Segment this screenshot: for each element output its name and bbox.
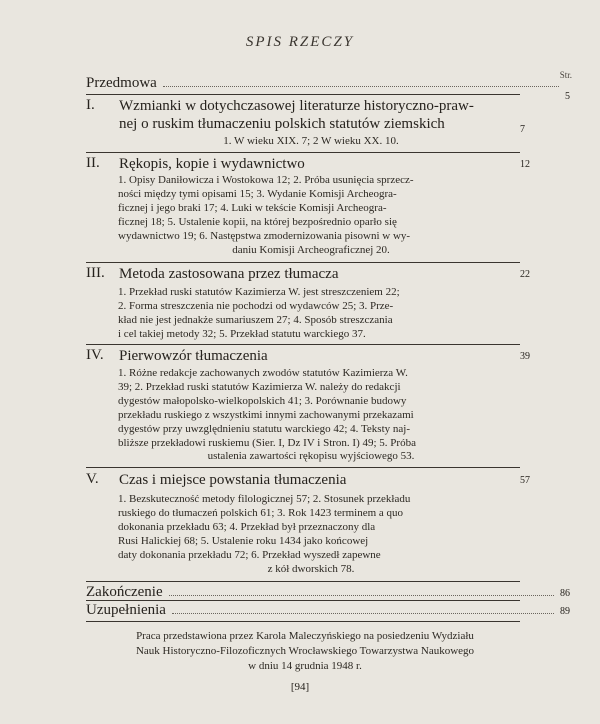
contents-line: dokonania przekładu 63; 4. Przekład był przeznaczony dla [118,520,376,533]
divider [86,467,520,468]
divider [86,581,520,582]
contents-line: dygestów przy uwzględnieniu statutu warckiego 42; 4. Teksty naj- [118,422,410,435]
section-number: II. [86,155,100,171]
dot-leader [169,595,554,596]
divider [86,344,520,345]
footer-line: Praca przedstawiona przez Karola Maleczyńskiego na posiedzeniu Wydziału [136,630,474,642]
contents-line: bliższe przekładowi ruskiemu (Sier. I, Dz IV i Stron. I) 49; 5. Próba [118,436,416,449]
divider [86,94,520,95]
contents-line: 1. Opisy Daniłowicza i Wostokowa 12; 2. Próba usunięcia sprzecz- [118,174,414,186]
contents-line: i cel takiej metody 32; 5. Przekład statutu warckiego 37. [118,327,366,340]
section-page: 22 [520,269,530,280]
contents-line: ustalenia zawartości rękopisu wyjściowego 53. [207,450,415,463]
toc-entry-conclusion [86,584,570,601]
dot-leader [172,613,554,614]
dot-leader [163,86,559,87]
section-heading: Rękopis, kopie i wydawnictwo [119,156,305,172]
section-number: IV. [86,347,104,363]
entry-label: Przedmowa [86,75,157,91]
section-page: 7 [520,124,525,135]
section-heading: Pierwowzór tłumaczenia [119,348,268,364]
section-page: 57 [520,475,530,486]
section-heading: Czas i miejsce powstania tłumaczenia [119,472,347,488]
page-title: SPIS RZECZY [245,34,355,50]
contents-line: ności między tymi opisami 15; 3. Wydanie Komisji Archeogra- [118,187,397,200]
section-2-contents [118,174,504,257]
section-page: 12 [520,159,530,170]
contents-line: 1. Różne redakcje zachowanych zwodów statutów Kazimierza W. [118,367,408,379]
contents-line: dygestów małopolsko-wielkopolskich 41; 3. Porównanie budowy [118,394,407,407]
divider [86,152,520,153]
contents-line: ficznej i jego braki 17; 4. Luki w tekście Komisji Archeogra- [118,201,387,214]
page-column-label: Str. [559,70,572,80]
section-heading [119,97,474,133]
contents-line: 1. Bezskuteczność metody filologicznej 57; 2. Stosunek przekładu [118,493,411,505]
divider [86,621,520,622]
contents-line: ruskiego do tłumaczeń polskich 61; 3. Rok 1423 terminem a quo [118,506,404,519]
contents-line: Rusi Halickiej 68; 5. Ustalenie roku 1434 jako końcowej [118,534,369,547]
contents-line: z kół dworskich 78. [267,562,355,575]
entry-label: Uzupełnienia [86,602,166,618]
entry-page: 5 [565,91,570,102]
contents-line: daniu Komisji Archeograficznej 20. [232,243,390,256]
footer-note [70,629,540,674]
heading-line: nej o ruskim tłumaczeniu polskich statutów ziemskich [119,116,445,132]
toc-entry-supplements [86,602,570,619]
contents-line: ficznej 18; 5. Ustalenie kopii, na której bezpośrednio oparło się [118,215,397,228]
entry-page: 86 [560,588,570,599]
section-1-contents [118,135,504,149]
contents-line: 2. Forma streszczenia nie pochodzi od wydawców 25; 3. Prze- [118,299,394,312]
section-number: V. [86,471,99,487]
contents-line: 1. Przekład ruski statutów Kazimierza W. jest streszczeniem 22; [118,286,400,298]
entry-label: Zakończenie [86,584,163,600]
divider [86,262,520,263]
footer-line: w dniu 14 grudnia 1948 r. [248,660,362,672]
contents-line: 1. W wieku XIX. 7; 2 W wieku XX. 10. [223,135,399,147]
contents-line: kład nie jest jednakże sumariuszem 27; 4. Sposób streszczania [118,313,393,326]
section-5-contents [118,493,504,576]
divider [86,600,520,601]
contents-line: 39; 2. Przekład ruski statutów Kazimierza W. należy do redakcji [118,380,401,393]
section-page: 39 [520,351,530,362]
toc-entry-preface [86,75,570,102]
page-number: [94] [290,681,310,693]
contents-line: przekładu ruskiego z wszystkimi innymi zachowanymi przekazami [118,408,414,421]
contents-line: wydawnictwo 19; 6. Następstwa zmodernizowania pisowni w wy- [118,229,411,242]
entry-page: 89 [560,606,570,617]
section-4-contents [118,367,504,464]
heading-line: Wzmianki w dotychczasowej literaturze historyczno-praw- [119,98,474,114]
section-3-contents [118,286,504,342]
section-number: I. [86,97,95,113]
section-heading: Metoda zastosowana przez tłumacza [119,266,339,282]
footer-line: Nauk Historyczno-Filozoficznych Wrocławskiego Towarzystwa Naukowego [135,645,475,657]
section-number: III. [86,265,105,281]
contents-line: daty dokonania przekładu 72; 6. Przekład wyszedł zapewne [118,548,381,561]
